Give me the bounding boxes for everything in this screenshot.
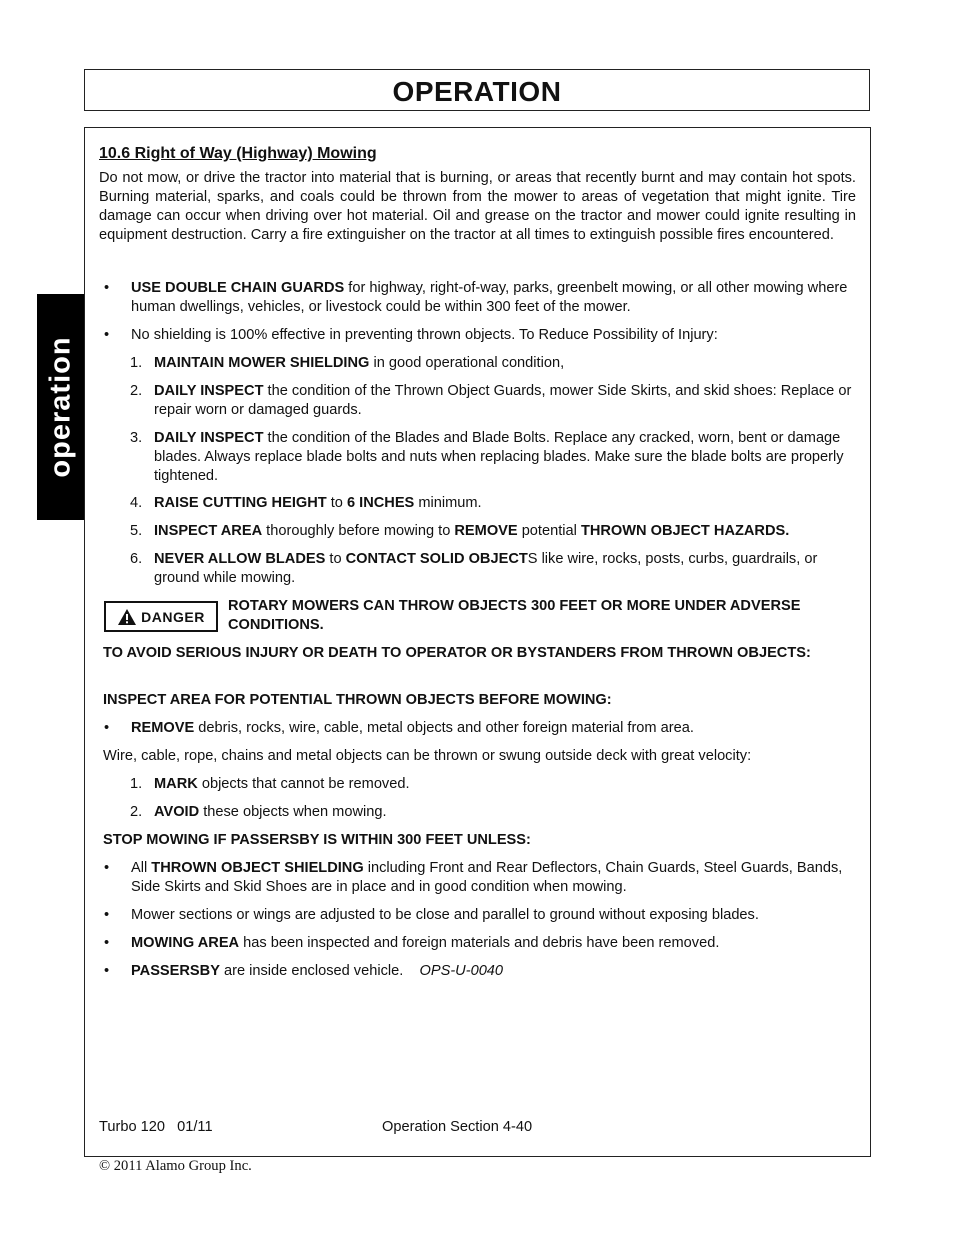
bullet-bold: REMOVE (131, 720, 195, 736)
step-bold: REMOVE (454, 523, 518, 539)
warning-heading: TO AVOID SERIOUS INJURY OR DEATH TO OPERATOR OR BYSTANDERS FROM THROWN OBJECTS: (103, 645, 811, 661)
step-bold: AVOID (154, 804, 200, 820)
step-number: 2. (130, 804, 143, 820)
step-bold: MARK (154, 776, 198, 792)
step-number: 3. (130, 430, 143, 446)
step-text: objects that cannot be removed. (197, 776, 410, 792)
step-bold: RAISE CUTTING HEIGHT (154, 495, 327, 511)
footer-section-page: Operation Section 4-40 (382, 1119, 533, 1135)
bullet-glyph: • (104, 720, 110, 736)
bullet-text: No shielding is 100% effective in preventing thrown objects. To Reduce Possibility of Injury: (131, 327, 718, 343)
bullet-text: are inside enclosed vehicle. (219, 963, 420, 979)
intro-paragraph: Do not mow, or drive the tractor into material that is burning, or areas that recently burnt and may contain hot spots. Burning material, sparks, and coals could be thrown from the mower to areas of vegetation that might ignite. Tire damage can occur when driving over hot material. Oil and grease on the tractor and mower could ignite resulting in equipment destruction. Carry a fire extinguisher on the tractor at all times to extinguish possible fires encountered. (99, 170, 856, 243)
wire-note: Wire, cable, rope, chains and metal objects can be thrown or swung outside deck with great velocity: (103, 748, 752, 764)
step-bold: MAINTAIN MOWER SHIELDING (154, 355, 370, 371)
footer-model-date: Turbo 120 01/11 (99, 1119, 213, 1135)
step-number: 2. (130, 383, 143, 399)
step-number: 5. (130, 523, 143, 539)
bullet-glyph: • (104, 935, 110, 951)
bullet-bold: THROWN OBJECT SHIELDING (151, 860, 364, 876)
step-text: potential (517, 523, 581, 539)
step-bold: INSPECT AREA (154, 523, 263, 539)
step-text: to (325, 551, 346, 567)
page-header-title: OPERATION (392, 76, 562, 107)
bullet-bold: USE DOUBLE CHAIN GUARDS (131, 280, 345, 296)
bullet-glyph: • (104, 963, 110, 979)
step-text: the condition of the Thrown Object Guards, mower Side Skirts, and skid shoes: Replace or repair worn or damaged guards. (154, 383, 852, 418)
warning-triangle-icon (117, 608, 137, 626)
bullet-glyph: • (104, 280, 110, 296)
step-text: minimum. (414, 495, 482, 511)
step-number: 1. (130, 776, 143, 792)
bullet-glyph: • (104, 327, 110, 343)
step-bold: 6 INCHES (346, 495, 415, 511)
inspect-heading: INSPECT AREA FOR POTENTIAL THROWN OBJECTS BEFORE MOWING: (103, 692, 612, 708)
step-bold: DAILY INSPECT (154, 430, 264, 446)
step-number: 4. (130, 495, 143, 511)
step-text: these objects when mowing. (199, 804, 387, 820)
step-number: 1. (130, 355, 143, 371)
bullet-bold: PASSERSBY (131, 963, 220, 979)
step-text: to (326, 495, 347, 511)
bullet-text: debris, rocks, wire, cable, metal objects and other foreign material from area. (194, 720, 694, 736)
copyright: © 2011 Alamo Group Inc. (99, 1158, 252, 1174)
danger-badge (104, 601, 218, 632)
step-text: thoroughly before mowing to (262, 523, 455, 539)
danger-label: DANGER (141, 608, 205, 625)
bullet-text: All (131, 860, 152, 876)
side-tab-label: operation (44, 336, 76, 478)
bullet-text: Mower sections or wings are adjusted to be close and parallel to ground without exposing blades. (131, 907, 759, 923)
bullet-text: has been inspected and foreign materials and debris have been removed. (239, 935, 720, 951)
step-bold: DAILY INSPECT (154, 383, 264, 399)
header-box (84, 69, 870, 111)
step-bold: NEVER ALLOW BLADES (154, 551, 326, 567)
step-text: S like wire, rocks, posts, curbs, guardrails, or ground while mowing. (154, 551, 818, 586)
bullet-bold: MOWING AREA (131, 935, 240, 951)
stop-heading: STOP MOWING IF PASSERSBY IS WITHIN 300 FEET UNLESS: (103, 832, 531, 848)
bullet-glyph: • (104, 907, 110, 923)
bullet-glyph: • (104, 860, 110, 876)
bullet-text: for highway, right-of-way, parks, greenbelt mowing, or all other mowing where human dwellings, vehicles, or livestock could be within 300 feet of the mower. (131, 280, 848, 315)
step-text: in good operational condition, (369, 355, 565, 371)
step-bold: THROWN OBJECT HAZARDS. (580, 523, 790, 539)
danger-message: ROTARY MOWERS CAN THROW OBJECTS 300 FEET OR MORE UNDER ADVERSE CONDITIONS. (228, 598, 801, 633)
section-title: 10.6 Right of Way (Highway) Mowing (99, 145, 377, 162)
step-bold: CONTACT SOLID OBJECT (345, 551, 528, 567)
reference-code: OPS-U-0040 (419, 963, 504, 979)
side-tab (37, 294, 84, 520)
bullet-text: including Front and Rear Deflectors, Chain Guards, Steel Guards, Bands, Side Skirts and Skid Shoes are in place and in good condition when mowing. (131, 860, 843, 895)
step-number: 6. (130, 551, 143, 567)
step-text: the condition of the Blades and Blade Bolts. Replace any cracked, worn, bent or damage blades. Always replace blade bolts and nuts when replacing blades. Make sure the blade bolts are properly tightened. (154, 430, 844, 484)
